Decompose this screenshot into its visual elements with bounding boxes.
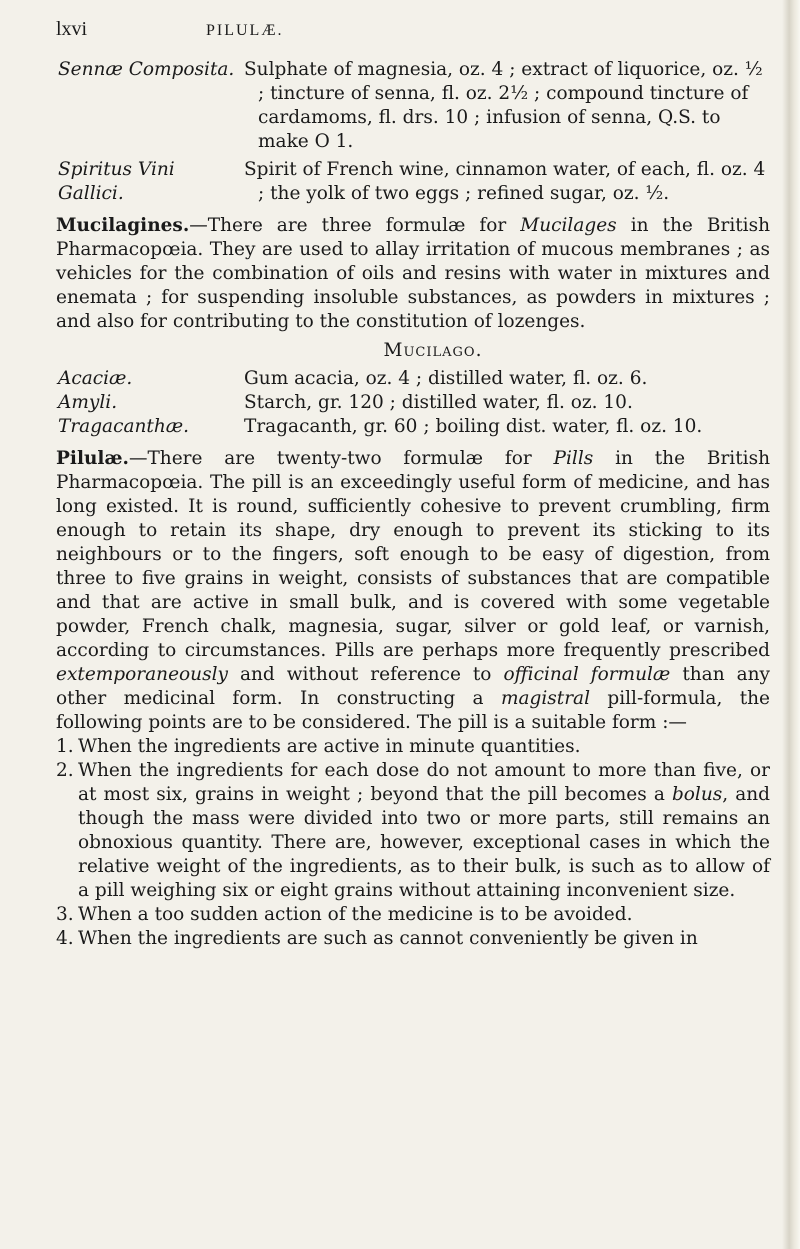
list-item	[56, 759, 770, 903]
formula-label: Acaciæ.	[58, 368, 133, 389]
pilulae-paragraph	[56, 447, 770, 735]
formula-text: Tragacanth, gr. 60 ; boiling dist. water, fl. oz. 10.	[244, 416, 703, 437]
item-text: When a too sudden action of the medicine is to be avoided.	[78, 904, 633, 925]
list-item	[56, 735, 770, 759]
mucilago-row	[56, 391, 770, 415]
item-text: When the ingredients are such as cannot conveniently be given in	[78, 928, 698, 949]
mucilagines-paragraph	[56, 214, 770, 334]
formula-text: Spirit of French wine, cinnamon water, of each, fl. oz. 4 ; the yolk of two eggs ; refined sugar, oz. ½.	[244, 159, 766, 204]
paragraph-text: than any other medicinal form. In constructing a	[56, 664, 770, 709]
mucilago-heading: Mucilago.	[383, 340, 483, 361]
paragraph-emphasis: extemporaneously	[56, 664, 228, 685]
paragraph-emphasis: Pills	[553, 448, 594, 469]
item-text-part: When the ingredients for each dose do not amount to more than five, or at most six, grains in weight ; beyond that the pill becomes a	[78, 760, 770, 805]
pill-points-list	[56, 735, 770, 951]
formula-label: Amyli.	[58, 392, 118, 413]
formula-label: Sennæ Composita.	[58, 59, 235, 80]
paragraph-text: —There are twenty-two formulæ for	[128, 448, 554, 469]
list-item	[56, 927, 770, 951]
paragraph-text: in the British Pharmacopœia. The pill is an exceedingly useful form of medicine, and has long existed. It is round, sufficiently cohesive to prevent crumbling, firm enough to retain its shape, dry enough to prevent its sticking to its neighbours or to the fingers, soft enough to be easy of digestion, from three to five grains in weight, consists of substances that are compatible and that are active in small bulk, and is covered with some vegetable powder, French chalk, magnesia, sugar, silver or gold leaf, or varnish, according to circumstances. Pills are perhaps more frequently prescribed	[56, 448, 770, 661]
formula-label: Spiritus Vini Gallici.	[58, 159, 175, 204]
item-text	[78, 759, 770, 903]
paragraph-text: in the British Pharmacopœia. They are used to allay irritation of mucous membranes ; as vehicles for the combination of oils and resins with water in mixtures and enemata ; for suspending insoluble substances, as powders in mixtures ; and also for contributing to the constitution of lozenges.	[56, 215, 770, 332]
item-text-part: , and though the mass were divided into two or more parts, still remains an obnoxious quantity. There are, however, exceptional cases in which the relative weight of the ingredients, as to their bulk, is such as to allow of a pill weighing six or eight grains without attaining inconvenient size.	[78, 784, 770, 901]
paragraph-emphasis: magistral	[500, 688, 591, 709]
item-number: 3.	[56, 904, 74, 925]
page-header	[56, 18, 770, 58]
section-title: Pilulæ.	[56, 448, 129, 469]
formula-text: Sulphate of magnesia, oz. 4 ; extract of liquorice, oz. ½ ; tincture of senna, fl. oz. 2½ ; compound tincture of cardamoms, fl. drs. 10 ; infusion of senna, Q.S. to make O 1.	[244, 59, 763, 152]
paragraph-text: and without reference to	[227, 664, 504, 685]
item-number: 4.	[56, 928, 74, 949]
item-number: 1.	[56, 736, 74, 757]
page-edge	[782, 0, 800, 1249]
list-item	[56, 903, 770, 927]
formula-spiritus-vini	[56, 158, 770, 206]
paragraph-emphasis: Mucilages	[520, 215, 617, 236]
paragraph-emphasis: officinal formulæ	[503, 664, 671, 685]
item-emphasis: bolus	[671, 784, 723, 805]
section-title: Mucilagines.	[56, 215, 190, 236]
mucilago-row	[56, 367, 770, 391]
running-head: PILULÆ.	[206, 22, 284, 39]
formula-text: Gum acacia, oz. 4 ; distilled water, fl. oz. 6.	[244, 368, 648, 389]
mucilago-row	[56, 415, 770, 439]
item-number: 2.	[56, 760, 74, 781]
page-number: lxvi	[56, 18, 88, 40]
paragraph-text: —There are three formulæ for	[189, 215, 521, 236]
formula-sennae-composita	[56, 58, 770, 154]
paragraph-text: pill-formula, the following points are to be considered. The pill is a suitable form :—	[56, 688, 771, 733]
formula-text: Starch, gr. 120 ; distilled water, fl. oz. 10.	[244, 392, 633, 413]
formula-label: Tragacanthæ.	[58, 416, 190, 437]
item-text: When the ingredients are active in minute quantities.	[78, 736, 581, 757]
